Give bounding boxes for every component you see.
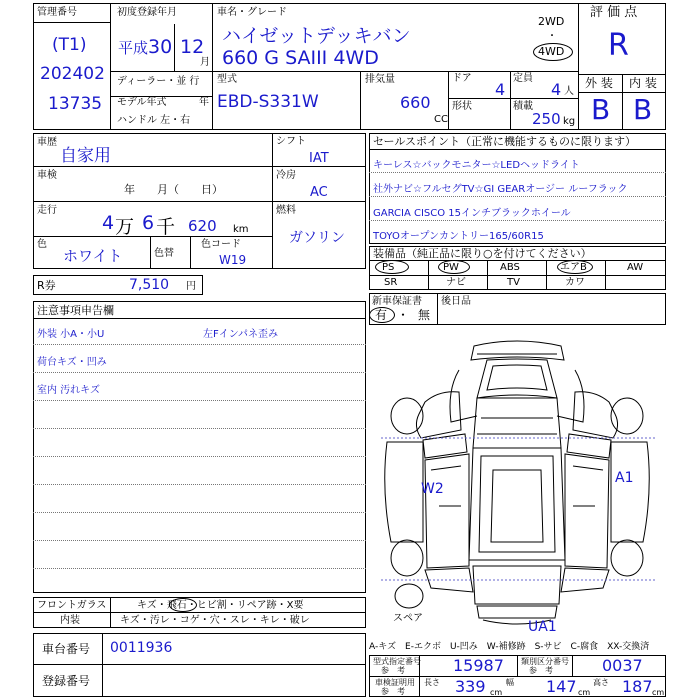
load-unit: kg bbox=[563, 116, 576, 127]
equip-navi: ナビ bbox=[446, 277, 466, 288]
grade: 660 G SAIII 4WD bbox=[222, 47, 379, 69]
fuel-value: ガソリン bbox=[289, 230, 345, 246]
history-label: 車歴 bbox=[37, 137, 57, 148]
damage-mark-a1: A1 bbox=[615, 470, 634, 486]
mileage-unit: km bbox=[233, 224, 249, 235]
era: 平成 bbox=[118, 39, 149, 57]
color-label: 色 bbox=[37, 239, 47, 250]
month-unit: 月 bbox=[200, 57, 210, 68]
chassis-label: 車台番号 bbox=[42, 642, 91, 656]
length-unit: cm bbox=[490, 688, 503, 697]
type-value: 15987 bbox=[453, 656, 504, 675]
equip-abs: ABS bbox=[500, 262, 520, 273]
equipment-title: 装備品（純正品に限り○を付けてください） bbox=[373, 247, 592, 260]
height-unit: cm bbox=[652, 688, 665, 697]
selling-point-2: 社外ナビ☆フルセグTV☆GI GEARオージー ルーフラック bbox=[373, 184, 628, 195]
reg-year: 30 bbox=[148, 36, 173, 58]
capacity-label: 定員 bbox=[513, 73, 533, 84]
class-sub: 参 考 bbox=[529, 666, 553, 675]
load-value: 250 bbox=[532, 110, 561, 128]
equip-airbag: エアB bbox=[560, 262, 587, 273]
recycle-unit: 円 bbox=[186, 281, 196, 292]
ac-value: AC bbox=[310, 185, 328, 200]
selling-point-4: TOYOオープンカントリー165/60R15 bbox=[373, 231, 544, 242]
model-code: EBD-S331W bbox=[217, 92, 319, 112]
interior-label: 内 装 bbox=[629, 76, 657, 90]
equip-leather: カワ bbox=[565, 277, 585, 288]
selling-point-3: GARCIA CISCO 15インチブラックホイール bbox=[373, 208, 571, 219]
capacity-value: 4 bbox=[551, 80, 562, 99]
equip-sr: SR bbox=[384, 277, 398, 288]
handle-label: ハンドル 左・右 bbox=[117, 115, 191, 126]
door-label: ドア bbox=[452, 73, 472, 84]
warranty-sep: ・ bbox=[397, 308, 410, 322]
mgmt-label: 管理番号 bbox=[37, 7, 77, 18]
height-label: 高さ bbox=[593, 678, 609, 687]
note-left-1: 外装 小A・小U bbox=[37, 329, 105, 340]
width-value: 147 bbox=[546, 677, 577, 696]
warranty-label: 新車保証書 bbox=[372, 296, 422, 307]
mgmt-no2: 13735 bbox=[48, 94, 103, 114]
model-label: 型式 bbox=[217, 74, 237, 85]
exterior-grade: B bbox=[591, 93, 611, 126]
inspection-label: 車検 bbox=[37, 170, 57, 181]
type-label: 型式指定番号 bbox=[373, 657, 421, 666]
exterior-label: 外 装 bbox=[585, 76, 613, 90]
warranty-yes: 有 bbox=[375, 308, 388, 322]
damage-mark-ua1: UA1 bbox=[528, 619, 557, 635]
disp-label: 排気量 bbox=[365, 74, 395, 85]
recycle-frame bbox=[33, 275, 203, 295]
class-value: 0037 bbox=[602, 656, 643, 675]
disp-unit: CC bbox=[434, 114, 448, 125]
mgmt-code: (T1) bbox=[52, 35, 87, 55]
disp-value: 660 bbox=[400, 93, 431, 112]
cert-sub: 参 考 bbox=[381, 687, 405, 696]
equip-ps: PS bbox=[382, 262, 395, 273]
door-value: 4 bbox=[495, 80, 506, 99]
chassis-value: 0011936 bbox=[110, 640, 173, 656]
load-label: 積載 bbox=[513, 101, 533, 112]
height-value: 187 bbox=[622, 677, 653, 696]
first-reg-label: 初度登録年月 bbox=[117, 7, 177, 18]
notes-title: 注意事項申告欄 bbox=[37, 304, 114, 317]
type-sub: 参 考 bbox=[381, 666, 405, 675]
front-glass-label: フロントガラス bbox=[37, 600, 107, 611]
width-label: 幅 bbox=[506, 678, 514, 687]
unit-man: 万 bbox=[115, 216, 135, 238]
mgmt-no1: 202402 bbox=[40, 64, 105, 84]
shift-value: IAT bbox=[309, 151, 329, 166]
equip-tv: TV bbox=[507, 277, 520, 288]
unit-sen: 千 bbox=[156, 216, 176, 238]
model-year-label: モデル年式 bbox=[117, 97, 167, 108]
color-code-label: 色コード bbox=[201, 239, 241, 250]
front-glass-items: キズ・飛石・ヒビ割・リペア跡・X要 bbox=[137, 600, 304, 611]
drive-2wd: 2WD bbox=[538, 15, 565, 28]
note-left-3: 室内 汚れキズ bbox=[37, 385, 100, 396]
car-name-label: 車名・グレード bbox=[217, 7, 287, 18]
reg-label: 登録番号 bbox=[42, 674, 91, 688]
warranty-no: 無 bbox=[418, 308, 431, 322]
selling-points-title: セールスポイント（正常に機能するものに限ります） bbox=[373, 135, 637, 148]
length-value: 339 bbox=[455, 677, 486, 696]
mileage-label: 走行 bbox=[37, 205, 57, 216]
history-value: 自家用 bbox=[60, 146, 111, 166]
color-code: W19 bbox=[219, 253, 247, 267]
note-left-2: 荷台キズ・凹み bbox=[37, 357, 107, 368]
drive-dot: ・ bbox=[547, 31, 557, 42]
mileage-rest: 620 bbox=[188, 217, 217, 235]
cert-label: 車検証明用 bbox=[375, 678, 415, 687]
capacity-unit: 人 bbox=[564, 86, 574, 97]
model-year-unit: 年 bbox=[199, 97, 209, 108]
later-items-label: 後日品 bbox=[441, 296, 471, 307]
recycle-label: R券 bbox=[37, 279, 56, 292]
car-name: ハイゼットデッキバン bbox=[222, 25, 411, 47]
damage-mark-w2: W2 bbox=[421, 481, 444, 497]
interior-items: キズ・汚レ・コゲ・穴・スレ・キレ・破レ bbox=[120, 615, 310, 626]
ac-label: 冷房 bbox=[276, 170, 296, 181]
interior-label: 内装 bbox=[60, 615, 80, 626]
damage-legend: A-キズ E-エクボ U-凹み W-補修跡 S-サビ C-腐食 XX-交換済 bbox=[369, 642, 650, 652]
class-label: 類別区分番号 bbox=[521, 657, 569, 666]
reg-month: 12 bbox=[180, 36, 205, 58]
shift-label: シフト bbox=[276, 136, 306, 147]
inspection-date: 年 月（ 日） bbox=[124, 183, 223, 196]
width-unit: cm bbox=[578, 688, 591, 697]
mileage-sen: 6 bbox=[142, 212, 155, 234]
fuel-label: 燃料 bbox=[276, 205, 296, 216]
drive-4wd: 4WD bbox=[538, 45, 565, 58]
dealer-label: ディーラー・並 行 bbox=[117, 76, 200, 87]
note-right-1: 左Fインパネ歪み bbox=[203, 329, 279, 340]
interior-grade: B bbox=[633, 93, 653, 126]
equip-pw: PW bbox=[443, 262, 459, 273]
shape-label: 形状 bbox=[452, 101, 472, 112]
eval-label: 評 価 点 bbox=[590, 5, 638, 20]
eval-score: R bbox=[608, 28, 629, 63]
color-change-label: 色替 bbox=[154, 248, 174, 259]
length-label: 長さ bbox=[424, 678, 440, 687]
spare-label: スペア bbox=[393, 613, 423, 624]
recycle-value: 7,510 bbox=[129, 277, 170, 293]
mileage-man: 4 bbox=[102, 212, 115, 234]
selling-point-1: キーレス☆バックモニター☆LEDヘッドライト bbox=[373, 160, 580, 171]
color-value: ホワイト bbox=[63, 247, 123, 265]
equip-aw: AW bbox=[627, 262, 644, 273]
